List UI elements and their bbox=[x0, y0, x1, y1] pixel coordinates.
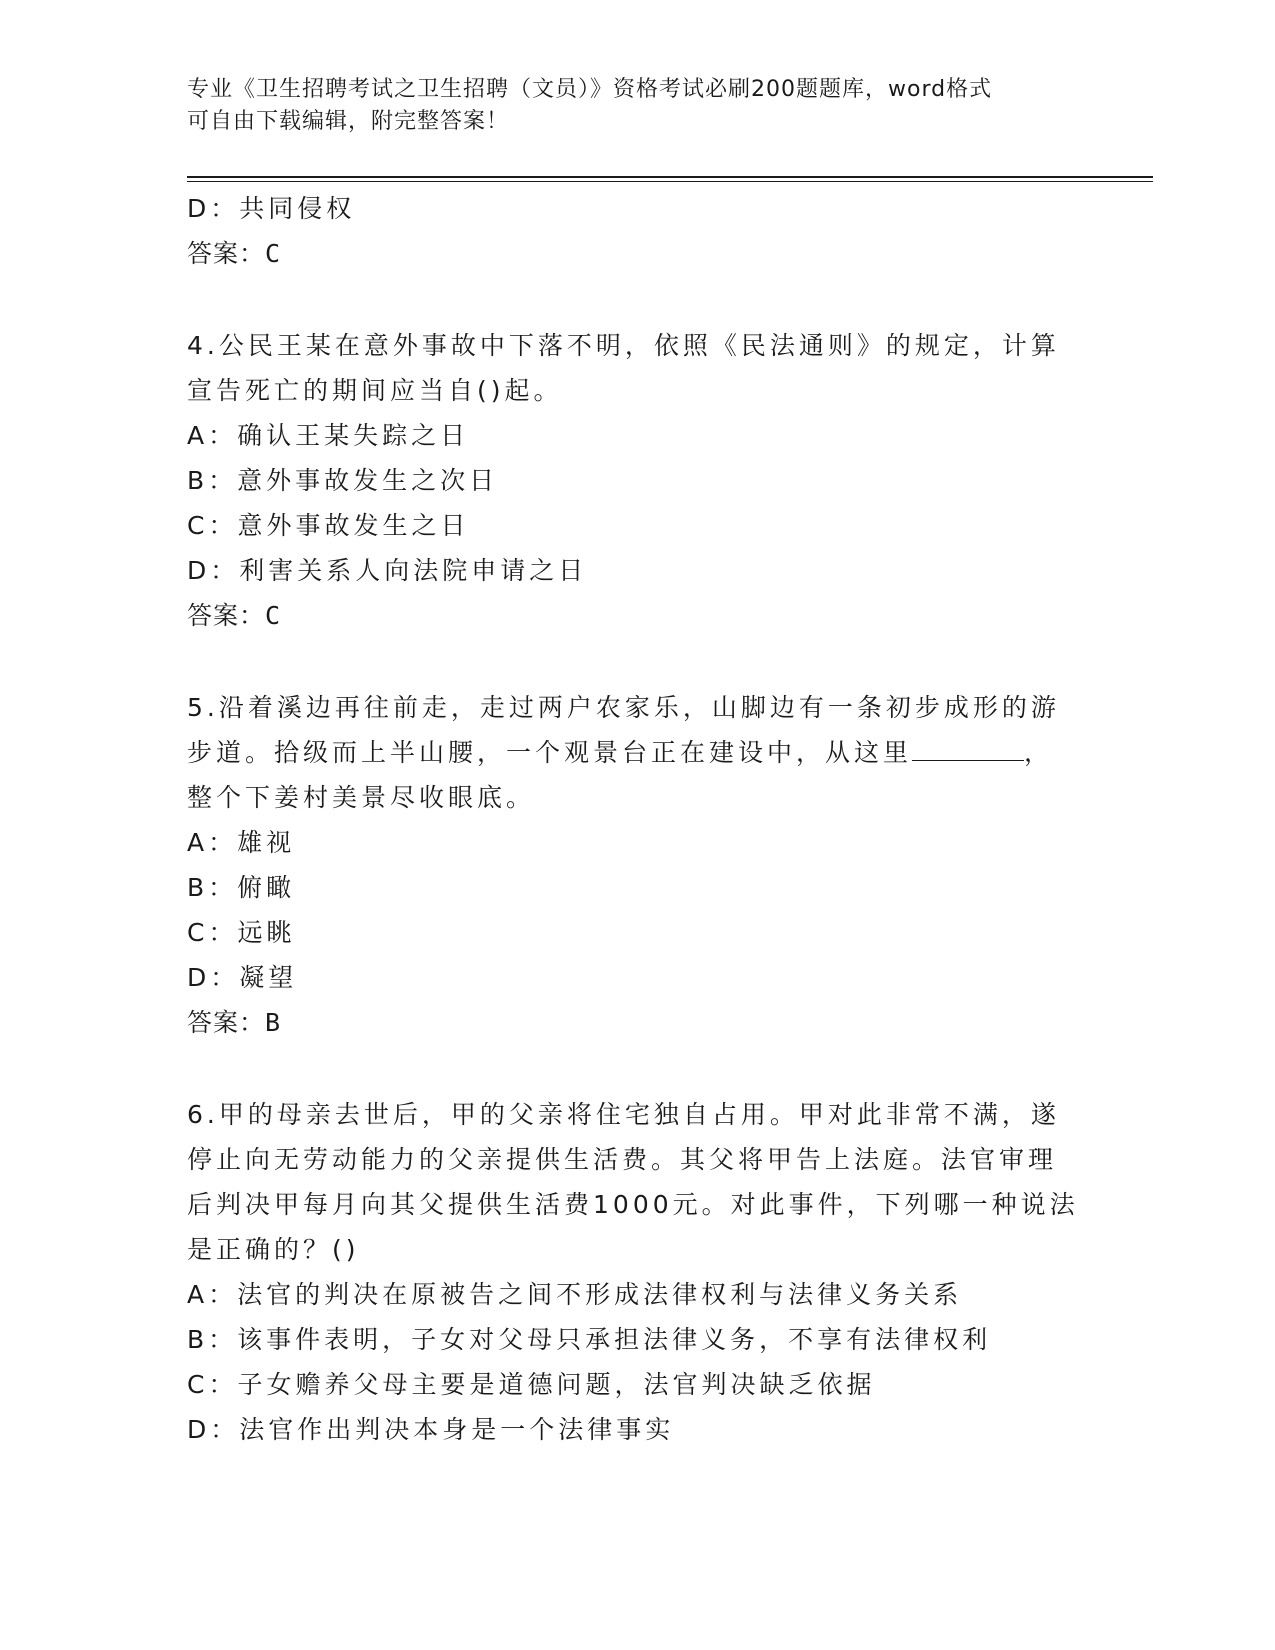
spacer bbox=[187, 638, 1087, 685]
answer-label: 答案： bbox=[187, 239, 266, 268]
answer-value: C bbox=[265, 239, 282, 268]
option-b: B：意外事故发生之次日 bbox=[187, 466, 499, 495]
option-d: D：共同侵权 bbox=[187, 194, 356, 223]
option-c: C：子女赡养父母主要是道德问题，法官判决缺乏依据 bbox=[187, 1370, 876, 1399]
question-stem-line: 是正确的？() bbox=[187, 1235, 360, 1264]
header-line-2: 可自由下载编辑，附完整答案！ bbox=[187, 109, 510, 134]
question-stem-line: 整个下姜村美景尽收眼底。 bbox=[187, 783, 536, 812]
question-5 bbox=[187, 685, 1087, 1045]
option-d: D：法官作出判决本身是一个法律事实 bbox=[187, 1415, 675, 1444]
header-line-1: 专业《卫生招聘考试之卫生招聘（文员）》资格考试必刷200题题库，word格式 bbox=[187, 77, 993, 102]
option-b: B：俯瞰 bbox=[187, 873, 296, 902]
answer-line bbox=[187, 231, 1087, 276]
document-body bbox=[187, 186, 1087, 1452]
question-stem-line: 停止向无劳动能力的父亲提供生活费。其父将甲告上法庭。法官审理 bbox=[187, 1145, 1058, 1174]
option-c: C：远眺 bbox=[187, 918, 296, 947]
option-d: D：利害关系人向法院申请之日 bbox=[187, 556, 588, 585]
answer-label: 答案： bbox=[187, 1008, 266, 1037]
question-stem-line: 宣告死亡的期间应当自()起。 bbox=[187, 376, 563, 405]
option-a: A：法官的判决在原被告之间不形成法律权利与法律义务关系 bbox=[187, 1280, 963, 1309]
answer-value: C bbox=[265, 601, 282, 630]
question-stem-line: 6.甲的母亲去世后，甲的父亲将住宅独自占用。甲对此非常不满，遂 bbox=[187, 1100, 1060, 1129]
option-b: B：该事件表明，子女对父母只承担法律义务，不享有法律权利 bbox=[187, 1325, 992, 1354]
answer-line bbox=[187, 593, 1087, 638]
option-a: A：确认王某失踪之日 bbox=[187, 421, 470, 450]
option-d: D：凝望 bbox=[187, 963, 298, 992]
answer-label: 答案： bbox=[187, 601, 266, 630]
option-a: A：雄视 bbox=[187, 828, 296, 857]
answer-line bbox=[187, 1000, 1087, 1045]
question-stem-text: 步道。拾级而上半山腰，一个观景台正在建设中，从这里 bbox=[187, 738, 913, 767]
question-stem-line: 后判决甲每月向其父提供生活费1000元。对此事件，下列哪一种说法 bbox=[187, 1190, 1079, 1219]
spacer bbox=[187, 1045, 1087, 1092]
answer-value: B bbox=[265, 1008, 282, 1037]
question-4 bbox=[187, 323, 1087, 638]
document-header bbox=[187, 74, 1087, 138]
header-divider bbox=[187, 176, 1153, 182]
question-stem-line: 4.公民王某在意外事故中下落不明，依照《民法通则》的规定，计算 bbox=[187, 331, 1060, 360]
question-stem-line bbox=[187, 730, 1087, 775]
question-6 bbox=[187, 1092, 1087, 1452]
question-stem-line: 5.沿着溪边再往前走，走过两户农家乐，山脚边有一条初步成形的游 bbox=[187, 693, 1060, 722]
fill-in-blank bbox=[912, 738, 1024, 761]
spacer bbox=[187, 276, 1087, 323]
option-c: C：意外事故发生之日 bbox=[187, 511, 470, 540]
question-stem-text: ， bbox=[1024, 738, 1054, 767]
